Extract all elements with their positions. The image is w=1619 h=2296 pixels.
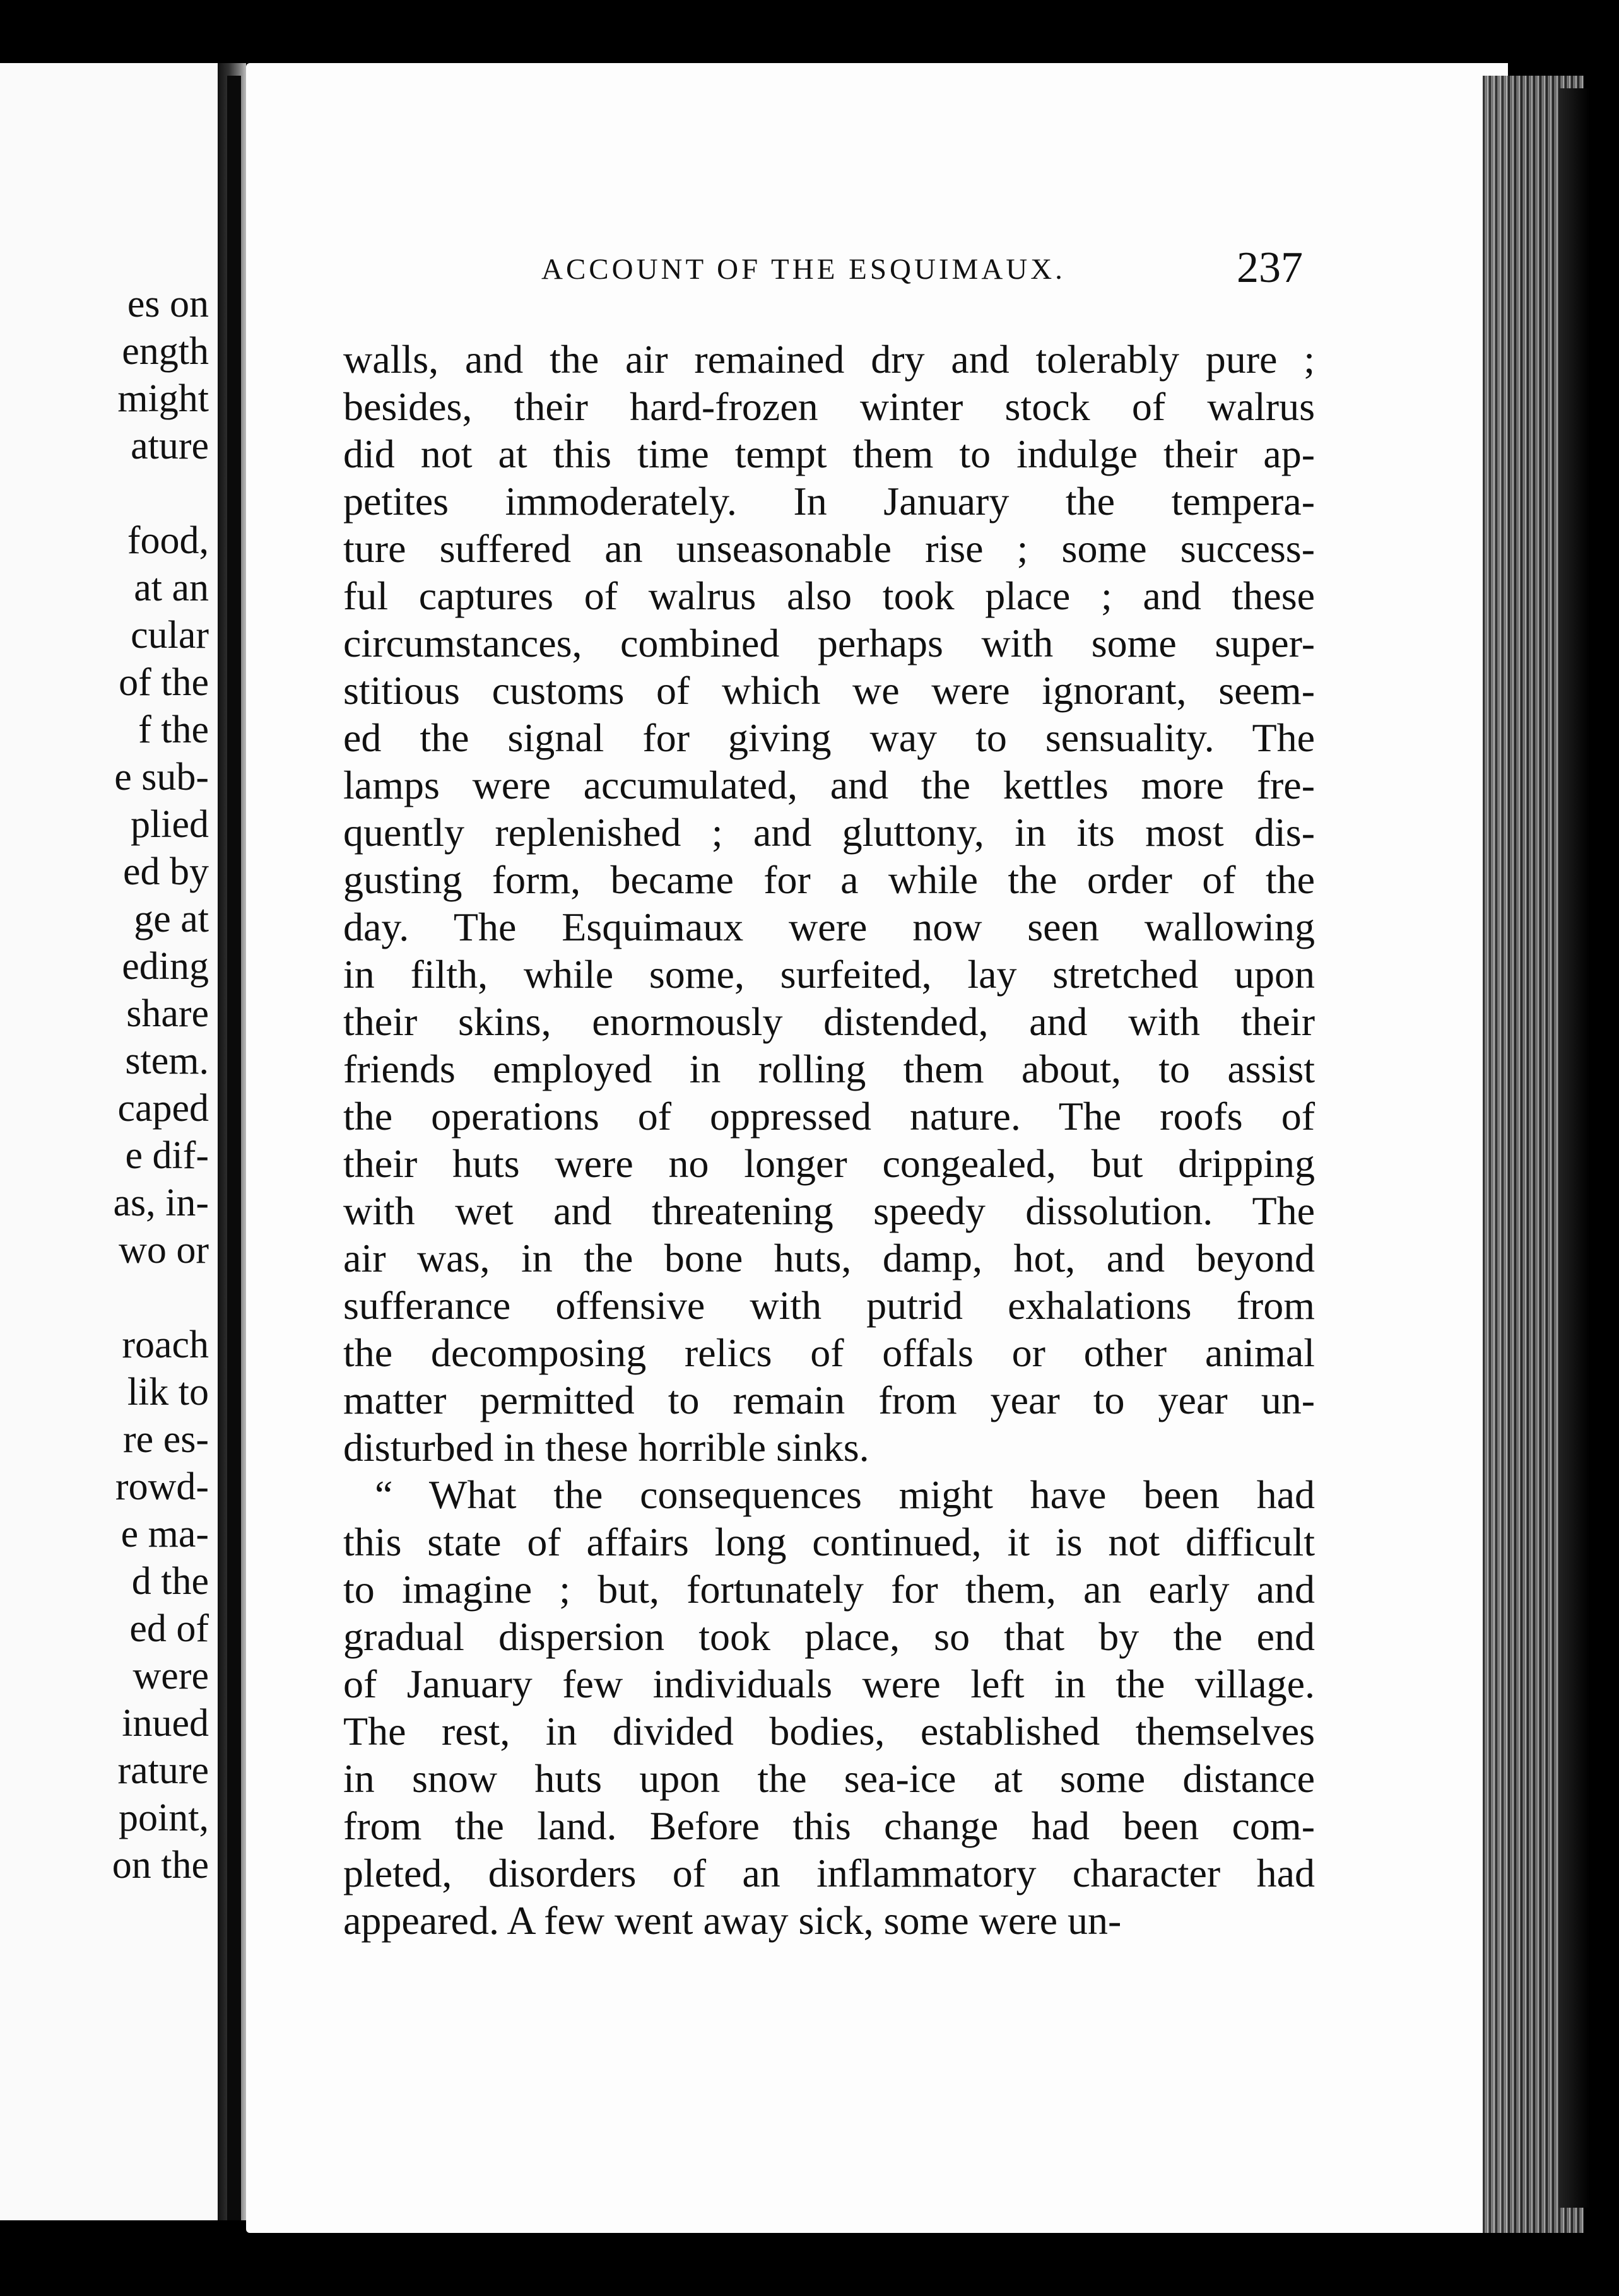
body-line: ture suffered an unseasonable rise ; some success-: [343, 526, 1315, 571]
body-line: of January few individuals were left in the village.: [343, 1661, 1315, 1706]
page-edges-shade: [1558, 88, 1590, 2208]
body-line: appeared. A few went away sick, some were un-: [343, 1898, 1122, 1943]
body-line: lamps were accumulated, and the kettles more fre-: [343, 763, 1315, 807]
body-line: sufferance offensive with putrid exhalations from: [343, 1283, 1315, 1328]
body-line: the decomposing relics of offals or other animal: [343, 1330, 1315, 1375]
body-line: in filth, while some, surfeited, lay stretched upon: [343, 952, 1315, 997]
body-line: The rest, in divided bodies, established themselves: [343, 1709, 1315, 1754]
facing-page-line: rature: [117, 1749, 209, 1792]
page-number: 237: [1237, 243, 1303, 292]
facing-page-line: re es-: [123, 1418, 209, 1461]
body-line: their skins, enormously distended, and with their: [343, 999, 1315, 1044]
facing-page-line: es on: [127, 283, 209, 325]
body-line: their huts were no longer congealed, but dripping: [343, 1141, 1315, 1186]
facing-page-line: rowd-: [115, 1465, 209, 1508]
facing-page-line: might: [117, 377, 209, 420]
body-line: day. The Esquimaux were now seen wallowing: [343, 905, 1315, 949]
facing-page-line: as, in-: [113, 1181, 209, 1224]
body-line: matter permitted to remain from year to year un-: [343, 1378, 1315, 1422]
body-line: petites immoderately. In January the tempera-: [343, 479, 1315, 524]
facing-page-line: ength: [122, 330, 209, 373]
body-line: did not at this time tempt them to indulge their ap-: [343, 431, 1315, 476]
body-line: walls, and the air remained dry and tolerably pure ;: [343, 337, 1315, 382]
body-line: circumstances, combined perhaps with some super-: [343, 621, 1315, 665]
body-line: stitious customs of which we were ignorant, seem-: [343, 668, 1315, 713]
facing-page-line: e ma-: [121, 1513, 209, 1555]
facing-page-line: lik to: [127, 1371, 209, 1414]
body-line: quently replenished ; and gluttony, in its most dis-: [343, 810, 1315, 855]
facing-page-line: caped: [117, 1087, 209, 1130]
facing-page-line: e sub-: [114, 756, 209, 799]
facing-page-line: wo or: [119, 1229, 209, 1272]
facing-page-line: e dif-: [125, 1134, 209, 1177]
facing-page-line: cular: [131, 614, 209, 657]
facing-page-line: of the: [119, 661, 209, 704]
facing-page-line: ed by: [122, 850, 209, 893]
body-line: air was, in the bone huts, damp, hot, and beyond: [343, 1236, 1315, 1280]
facing-page-line: on the: [112, 1844, 209, 1887]
body-line: disturbed in these horrible sinks.: [343, 1425, 869, 1470]
body-line: from the land. Before this change had been com-: [343, 1803, 1315, 1848]
facing-page-line: at an: [134, 566, 209, 609]
gutter-shadow: [227, 76, 241, 2220]
facing-page-line: f the: [138, 708, 209, 751]
facing-page-line: were: [132, 1655, 209, 1697]
body-line: besides, their hard-frozen winter stock of walrus: [343, 384, 1315, 429]
body-line: gusting form, became for a while the order of the: [343, 857, 1315, 902]
body-line: ful captures of walrus also took place ; and these: [343, 573, 1315, 618]
facing-page-line: point,: [119, 1796, 209, 1839]
body-line: to imagine ; but, fortunately for them, an early and: [343, 1567, 1315, 1612]
facing-page-line: food,: [127, 519, 209, 562]
dust-speck: [452, 9, 455, 12]
body-line: pleted, disorders of an inflammatory character had: [343, 1851, 1315, 1895]
facing-page-line: roach: [122, 1323, 209, 1366]
facing-page-line: eding: [122, 945, 209, 988]
facing-page: [0, 63, 219, 2220]
facing-page-line: ature: [131, 425, 209, 467]
dust-speck: [668, 2238, 673, 2244]
facing-page-line: inued: [122, 1702, 209, 1745]
facing-page-line: d the: [131, 1560, 209, 1603]
facing-page-line: plied: [131, 803, 209, 846]
body-line: friends employed in rolling them about, to assist: [343, 1046, 1315, 1091]
running-head: ACCOUNT OF THE ESQUIMAUX.: [541, 253, 1066, 286]
body-line: this state of affairs long continued, it is not difficult: [343, 1520, 1315, 1564]
body-line: in snow huts upon the sea-ice at some distance: [343, 1756, 1315, 1801]
body-line: gradual dispersion took place, so that by the end: [343, 1614, 1315, 1659]
facing-page-line: ge at: [134, 898, 209, 940]
body-text: [343, 336, 1315, 1944]
facing-page-line: stem.: [125, 1040, 209, 1082]
body-line: ed the signal for giving way to sensuality. The: [343, 715, 1315, 760]
body-line: “ What the consequences might have been had: [375, 1472, 1315, 1517]
body-line: with wet and threatening speedy dissolution. The: [343, 1188, 1315, 1233]
facing-page-line: ed of: [129, 1607, 209, 1650]
body-line: the operations of oppressed nature. The roofs of: [343, 1094, 1315, 1139]
facing-page-line: share: [126, 992, 209, 1035]
